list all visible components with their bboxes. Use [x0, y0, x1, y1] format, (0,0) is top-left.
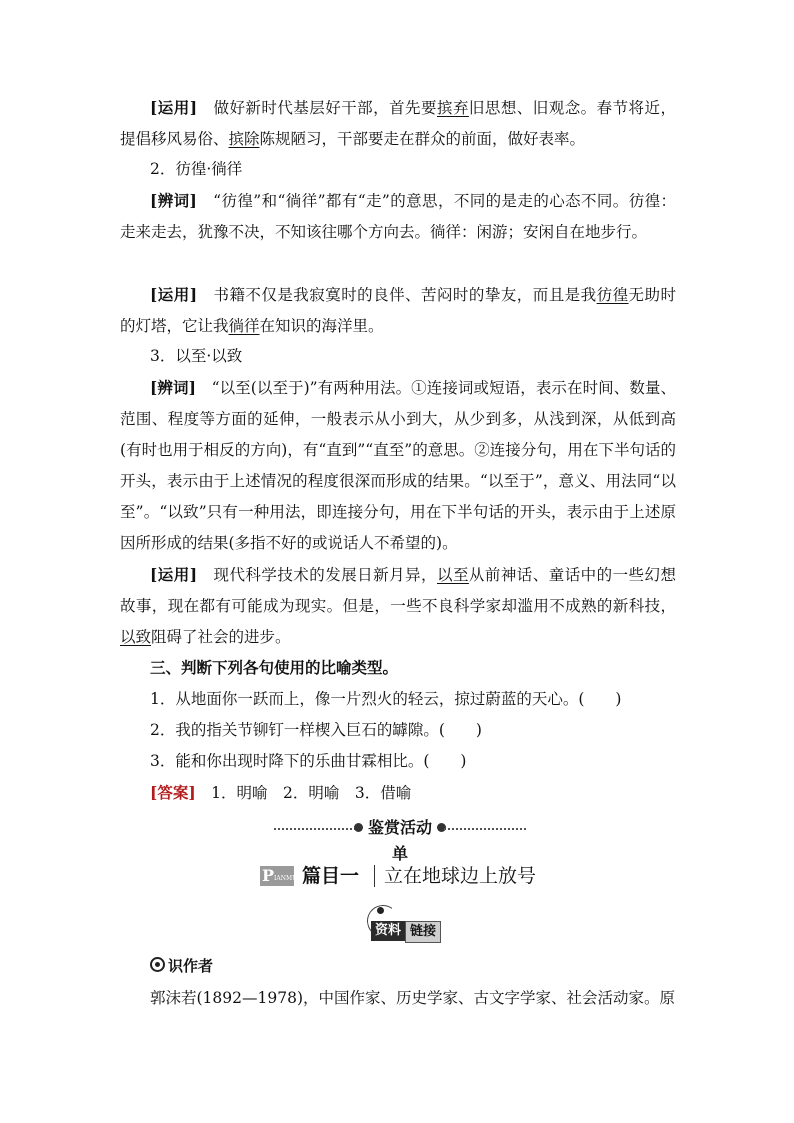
question-3: 3．能和你出现时降下的乐曲甘霖相比。( ): [150, 752, 467, 770]
section-divider: [374, 865, 375, 887]
item-heading-3: 3．以至·以致: [150, 347, 243, 365]
dotted-rule-left: [274, 828, 356, 830]
underlined-word: 摈除: [228, 130, 260, 148]
question-1: 1．从地面你一跃而上，像一片烈火的轻云，掠过蔚蓝的天心。( ): [150, 690, 622, 708]
material-link-badge: [365, 905, 465, 943]
orbit-dot-icon: [377, 907, 384, 914]
usage-tag: [运用]: [150, 98, 198, 117]
appreciation-banner: [270, 815, 530, 863]
underlined-word: 以致: [120, 628, 152, 646]
answer-line: [答案] 1．明喻 2．明喻 3．借喻: [150, 783, 412, 802]
banner-title: 鉴赏活动单: [367, 818, 432, 863]
bullet-dot-icon: [354, 823, 363, 832]
usage-paragraph-2: [运用] 书籍不仅是我寂寞时的良伴、苦闷时的挚友，而且是我彷徨无助时的灯塔，它让我徜徉在知识的海洋里。: [120, 285, 676, 335]
underlined-word: 摈弃: [436, 99, 469, 117]
underlined-word: 徜徉: [228, 317, 260, 335]
dotted-rule-right: [444, 828, 526, 830]
usage-tag: [运用]: [150, 285, 198, 304]
badge-label-light: 链接: [405, 921, 441, 943]
author-paragraph: 郭沫若(1892—1978)，中国作家、历史学家、古文字学家、社会活动家。原: [150, 989, 675, 1007]
section-label: 篇目一: [302, 865, 360, 887]
usage-tag: [运用]: [150, 565, 198, 584]
author-subheading: 识作者: [150, 953, 213, 979]
distinction-paragraph-3: [辨词] “以至(以至于)”有两种用法。①连接词或短语，表示在时间、数量、范围、程度等方面的延伸，一般表示从小到大，从少到多，从浅到深，从低到高(有时也用于相反的方向)，有“直到”“直至”的意思。②连接分句，用在下半句话的开头，表示由于上述情况的程度很深而形成的结果。“以至于”，意义、用法同“以至”。“以致”只有一种用法，即连接分句，用在下半句话的开头，表示由于上述原因所形成的结果(多指不好的或说话人不希望的)。: [120, 378, 676, 552]
distinction-tag: [辨词]: [150, 378, 196, 397]
section-title: 立在地球边上放号: [384, 865, 537, 887]
answer-tag: [答案]: [150, 783, 196, 802]
item-heading-2: 2．彷徨·徜徉: [150, 160, 243, 178]
underlined-word: 彷徨: [596, 286, 629, 304]
question-2: 2．我的指关节铆钉一样楔入巨石的罅隙。( ): [150, 721, 482, 739]
usage-paragraph-3: [运用] 现代科学技术的发展日新月异，以至从前神话、童话中的一些幻想故事，现在都有可能成为现实。但是，一些不良科学家却滥用不成熟的新科技，以致阻碍了社会的进步。: [120, 565, 676, 646]
distinction-paragraph-2: [辨词] “彷徨”和“徜徉”都有“走”的意思，不同的是走的心态不同。彷徨：走来走去，犹豫不决，不知该往哪个方向去。徜徉：闲游；安闲自在地步行。: [120, 191, 676, 241]
distinction-tag: [辨词]: [150, 191, 197, 210]
target-circle-icon: [150, 957, 165, 972]
underlined-word: 以至: [436, 566, 469, 584]
pianmu-logo-icon: P IANMU: [262, 866, 298, 885]
section-three-heading: 三、判断下列各句使用的比喻类型。: [150, 658, 399, 677]
badge-label-dark: 资料: [371, 921, 405, 941]
usage-paragraph-1: [运用] 做好新时代基层好干部，首先要摈弃旧思想、旧观念。春节将近，提倡移风易俗、摈除陈规陋习，干部要走在群众的前面，做好表率。: [120, 98, 676, 148]
